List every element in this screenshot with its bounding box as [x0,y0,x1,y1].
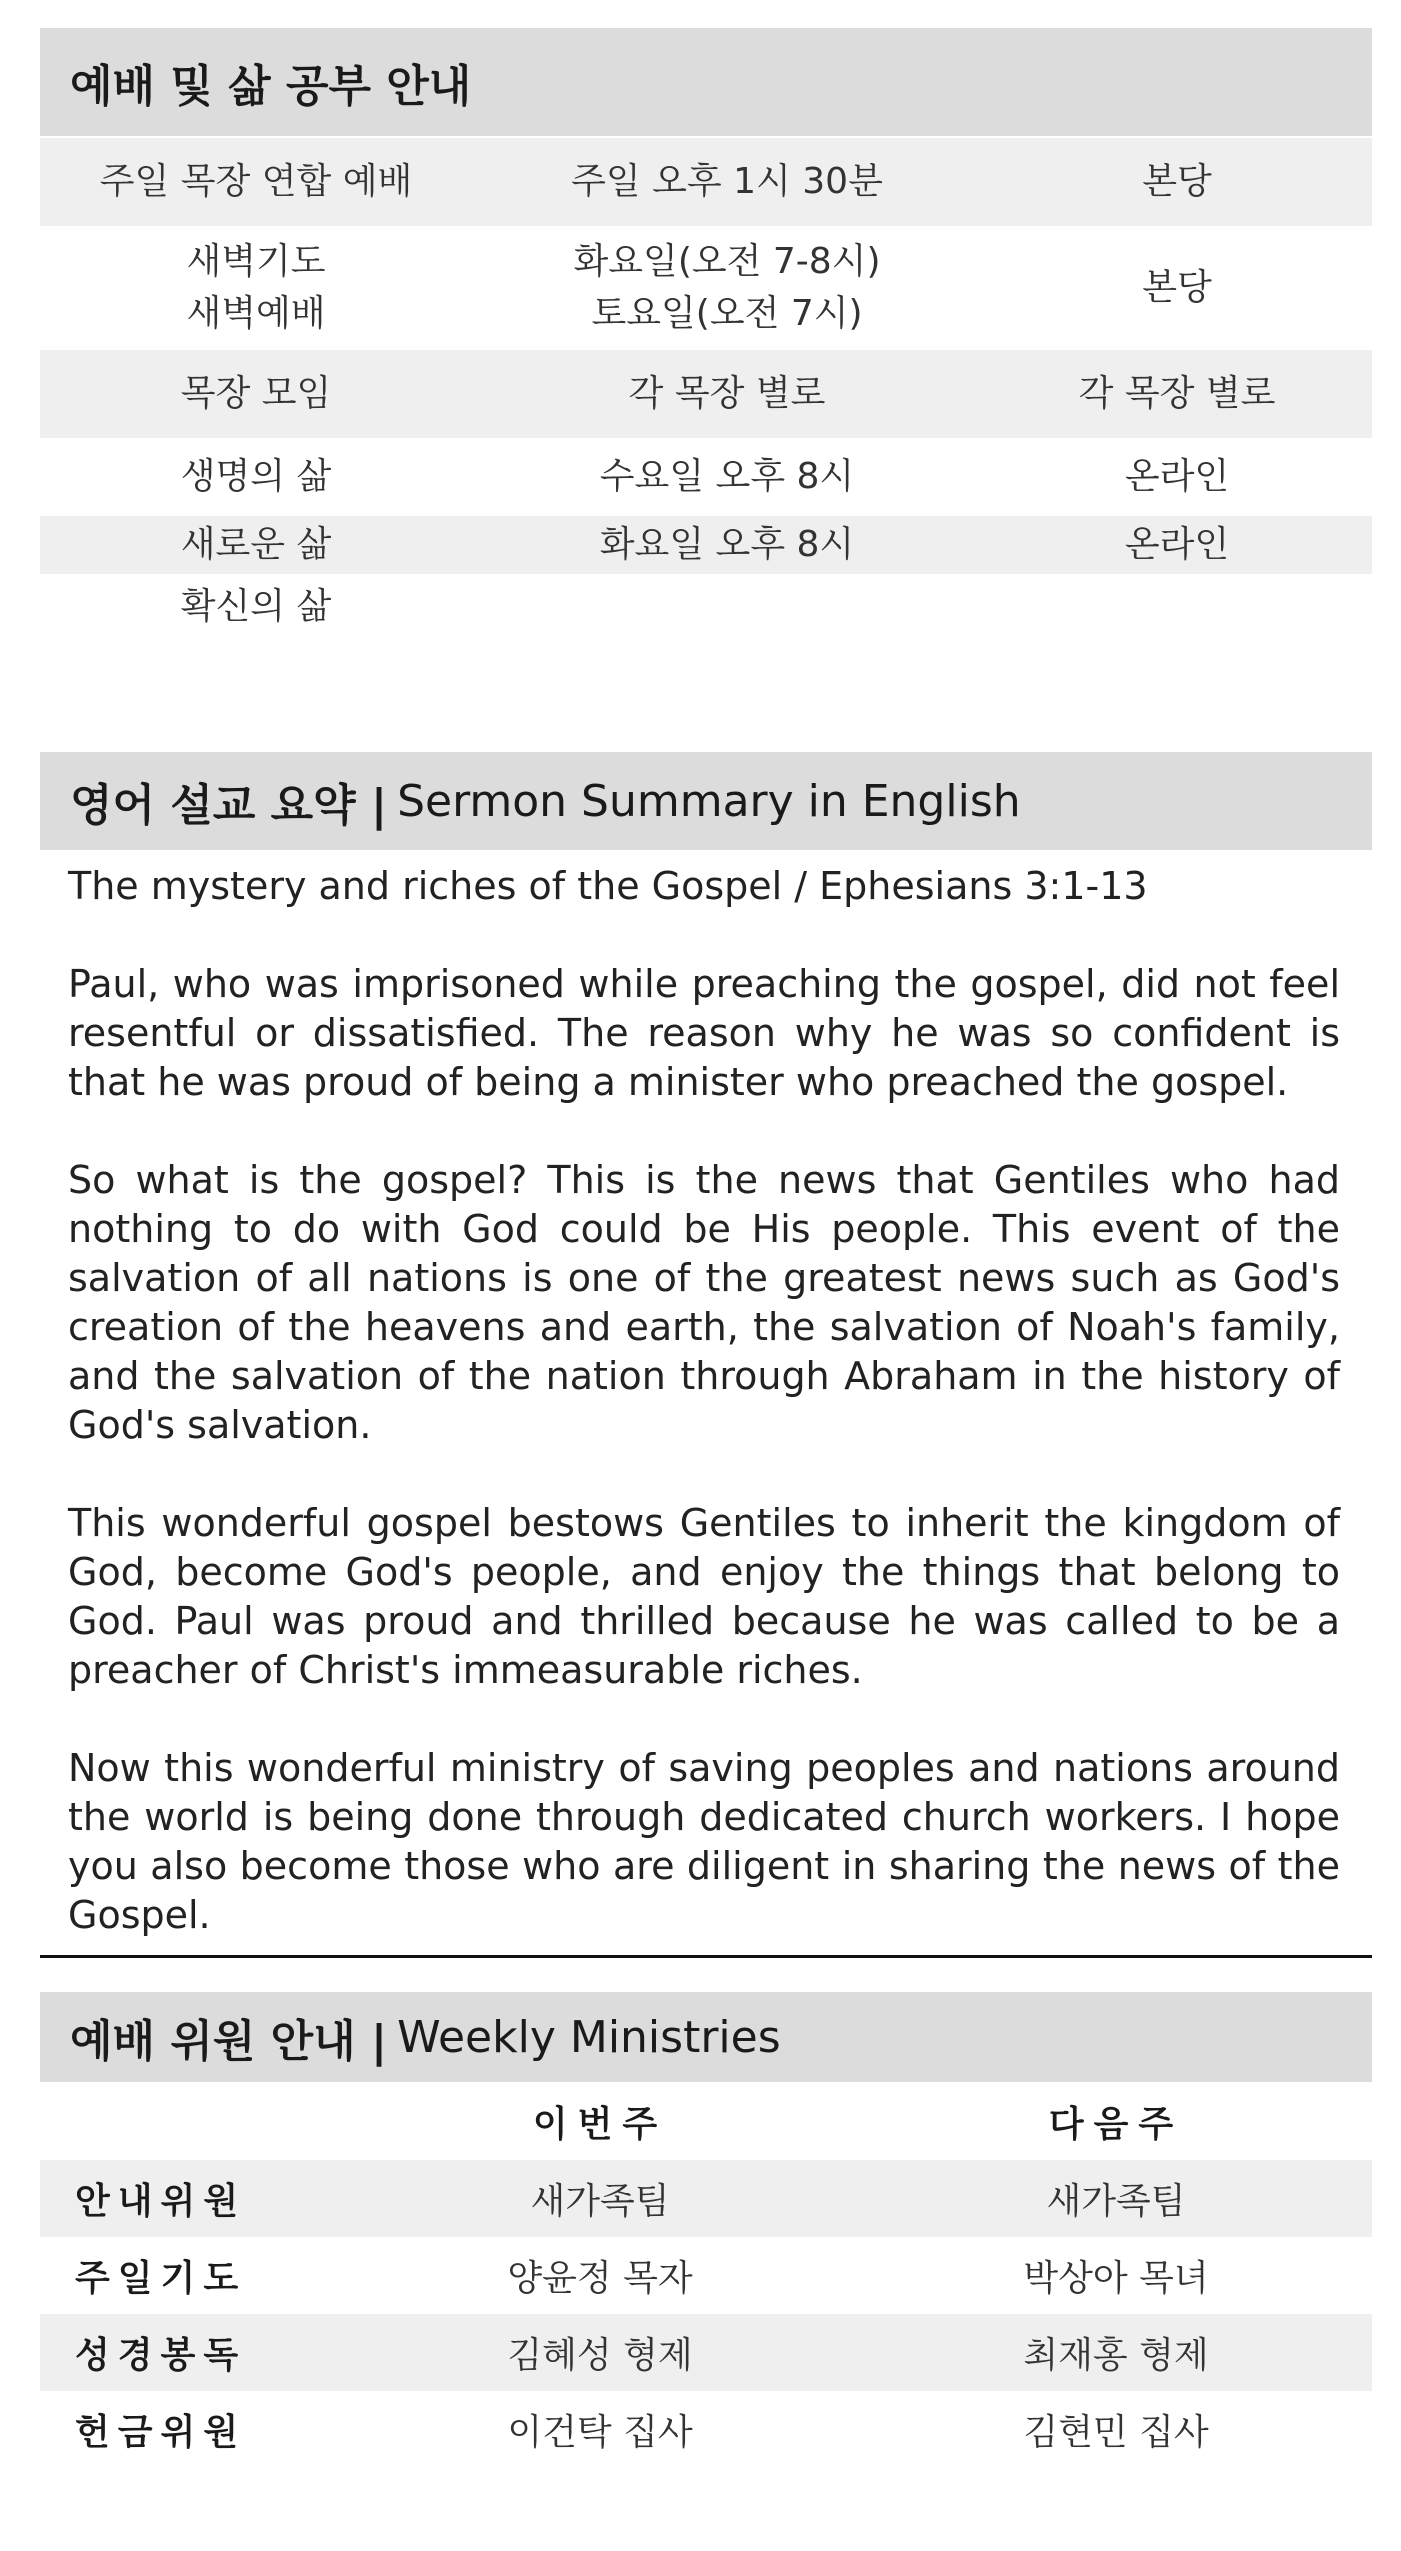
worship-name-line: 새벽예배 [186,293,326,334]
next-week-person: 박상아 목녀 [1023,2258,1209,2299]
worship-time: 수요일 오후 8시 [599,456,855,497]
worship-time: 화요일 오후 8시 [599,524,855,565]
sermon-title-ko: 영어 설교 요약 | [70,780,388,831]
table-row [40,2391,1372,2468]
worship-time-line: 화요일(오전 7-8시) [573,241,881,282]
worship-schedule-table [40,138,1372,640]
worship-place: 본당 [1142,267,1212,308]
worship-time [472,236,982,340]
sermon-paragraph: Paul, who was imprisoned while preaching the gospel, did not feel resentful or dissatisfied. The reason why he was so confident is that he was proud of being a minister who preached the gospel. [68,962,1340,1104]
worship-name: 확신의 삶 [180,586,332,627]
ministry-role: 안내위원 [75,2181,247,2222]
worship-place: 온라인 [1124,456,1230,497]
ministries-title-en: Weekly Ministries [397,2011,781,2063]
table-row [40,2160,1372,2237]
ministry-role: 헌금위원 [75,2412,247,2453]
worship-time-line: 토요일(오전 7시) [591,293,863,334]
worship-name: 생명의 삶 [180,456,332,497]
next-week-person: 최재홍 형제 [1023,2335,1209,2376]
sermon-title-en: Sermon Summary in English [397,775,1021,827]
ministries-section-header [40,1992,1372,2082]
worship-time: 주일 오후 1시 30분 [571,161,883,202]
next-week-header: 다음주 [1048,2104,1184,2145]
sermon-verse: The mystery and riches of the Gospel / Ephesians 3:1-13 [68,864,1148,908]
table-row [40,2237,1372,2314]
table-row [40,350,1372,438]
worship-name: 목장 모임 [180,373,332,414]
sermon-paragraph: So what is the gospel? This is the news that Gentiles who had nothing to do with God could be His people. This event of the salvation of all nations is one of the greatest news such as God's creation of the heavens and earth, the salvation of Noah's family, and the salvation of the nation through Abraham in the history of God's salvation. [68,1158,1340,1447]
worship-place: 각 목장 별로 [1078,373,1276,414]
next-week-person: 김현민 집사 [1023,2412,1209,2453]
worship-section-title: 예배 및 삶 공부 안내 [70,61,472,112]
worship-time: 각 목장 별로 [628,373,826,414]
sermon-section-header [40,752,1372,850]
table-row [40,516,1372,574]
sermon-summary [68,862,1340,1940]
worship-place: 본당 [1142,161,1212,202]
worship-place: 온라인 [1124,524,1230,565]
worship-name: 주일 목장 연합 예배 [99,161,413,202]
ministries-title-ko: 예배 위원 안내 | [70,2016,388,2067]
next-week-person: 새가족팀 [1046,2181,1186,2222]
sermon-paragraph: Now this wonderful ministry of saving peoples and nations around the world is being done through dedicated church workers. I hope you also become those who are diligent in sharing the news of the Gospel. [68,1746,1340,1937]
section-divider [40,1955,1372,1958]
table-row [40,438,1372,516]
table-row [40,574,1372,640]
worship-section-header [40,28,1372,136]
ministry-role: 성경봉독 [75,2335,247,2376]
this-week-header: 이번주 [532,2104,668,2145]
table-row [40,2314,1372,2391]
table-row [40,138,1372,226]
this-week-person: 양윤정 목자 [507,2258,693,2299]
worship-name: 새로운 삶 [180,524,332,565]
worship-name [40,236,472,340]
this-week-person: 새가족팀 [530,2181,670,2222]
sermon-paragraph: This wonderful gospel bestows Gentiles to inherit the kingdom of God, become God's people, and enjoy the things that belong to God. Paul was proud and thrilled because he was called to be a preacher of Christ's immeasurable riches. [68,1501,1340,1692]
worship-name-line: 새벽기도 [186,241,326,282]
table-header-row [40,2083,1372,2160]
this-week-person: 이건탁 집사 [507,2412,693,2453]
this-week-person: 김혜성 형제 [507,2335,693,2376]
ministry-role: 주일기도 [75,2258,247,2299]
table-row [40,226,1372,350]
ministries-table [40,2083,1372,2468]
